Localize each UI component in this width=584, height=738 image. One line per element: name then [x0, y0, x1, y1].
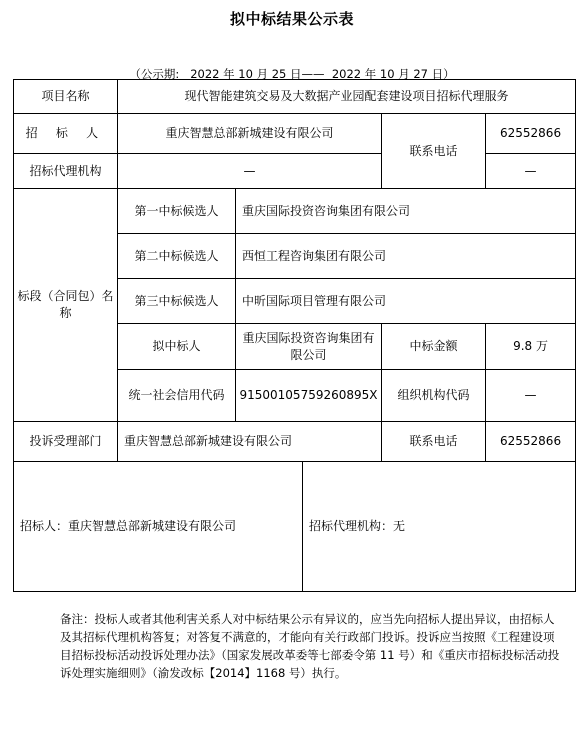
candidate-2-label: 第二中标候选人 — [118, 234, 236, 279]
complaint-phone-label: 联系电话 — [382, 422, 486, 462]
tenderer-label: 招 标 人 — [14, 114, 118, 154]
winner-value: 重庆国际投资咨询集团有限公司 — [236, 324, 382, 370]
tenderer-phone: 62552866 — [486, 114, 576, 154]
org-code-label: 组织机构代码 — [382, 370, 486, 422]
signature-agency: 招标代理机构：无 — [303, 462, 576, 592]
agency-phone: — — [486, 154, 576, 189]
complaint-dept-value: 重庆智慧总部新城建设有限公司 — [118, 422, 382, 462]
period-start: 2022 年 10 月 25 日 — [190, 67, 302, 81]
tenderer-value: 重庆智慧总部新城建设有限公司 — [118, 114, 382, 154]
row-tenderer — [14, 114, 576, 154]
period-label: （公示期: — [129, 67, 180, 81]
remark-note: 备注：投标人或者其他利害关系人对中标结果公示有异议的，应当先向招标人提出异议，由招标人及其招标代理机构答复；对答复不满意的，才能向有关行政部门投诉。投诉应当按照《工程建设项目招标投标活动投诉处理办法》（国家发展改革委等七部委令第 11 号）和《重庆市招标投标活动投诉处理实施细则》（渝发改标【2014】1168 号）执行。 — [60, 612, 560, 680]
credit-code-value: 91500105759260895X — [236, 370, 382, 422]
agency-value: — — [118, 154, 382, 189]
period-separator: —— — [301, 67, 325, 81]
complaint-phone: 62552866 — [486, 422, 576, 462]
org-code-value: — — [486, 370, 576, 422]
amount-label: 中标金额 — [382, 324, 486, 370]
candidate-3-label: 第三中标候选人 — [118, 279, 236, 324]
credit-code-label: 统一社会信用代码 — [118, 370, 236, 422]
candidate-1-label: 第一中标候选人 — [118, 189, 236, 234]
period-end: 2022 年 10 月 27 日） — [331, 67, 455, 81]
signature-tenderer: 招标人：重庆智慧总部新城建设有限公司 — [14, 462, 303, 592]
contact-phone-label: 联系电话 — [382, 114, 486, 189]
row-project — [14, 80, 576, 114]
result-table — [13, 79, 576, 592]
candidate-1-value: 重庆国际投资咨询集团有限公司 — [236, 189, 576, 234]
row-candidate-1 — [14, 189, 576, 234]
section-name-label: 标段（合同包）名称 — [14, 189, 118, 422]
row-complaint — [14, 422, 576, 462]
complaint-dept-label: 投诉受理部门 — [14, 422, 118, 462]
candidate-3-value: 中昕国际项目管理有限公司 — [236, 279, 576, 324]
document-title: 拟中标结果公示表 — [229, 10, 354, 28]
agency-label: 招标代理机构 — [14, 154, 118, 189]
amount-value: 9.8 万 — [486, 324, 576, 370]
project-name-value: 现代智能建筑交易及大数据产业园配套建设项目招标代理服务 — [118, 80, 576, 114]
candidate-2-value: 西恒工程咨询集团有限公司 — [236, 234, 576, 279]
row-signatures — [14, 462, 576, 592]
winner-label: 拟中标人 — [118, 324, 236, 370]
row-agency — [14, 154, 576, 189]
project-name-label: 项目名称 — [14, 80, 118, 114]
